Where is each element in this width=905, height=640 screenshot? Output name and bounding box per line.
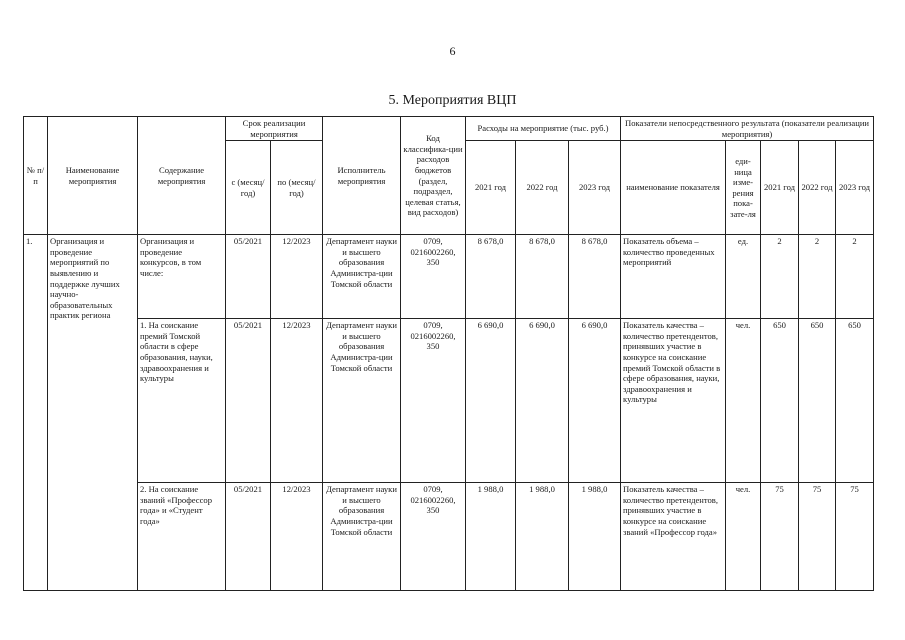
header-period-to: по (месяц/ год)	[271, 141, 323, 235]
cell-ind-2023: 2	[836, 235, 874, 319]
header-ind-2022: 2022 год	[799, 141, 836, 235]
header-period: Срок реализации мероприятия	[226, 117, 323, 141]
cell-indicator: Показатель объема – количество проведенных мероприятий	[621, 235, 726, 319]
cell-executor: Департамент науки и высшего образования Администра-ции Томской области	[323, 235, 401, 319]
cell-exp-2022: 8 678,0	[516, 235, 569, 319]
cell-code: 0709, 0216002260, 350	[401, 319, 466, 483]
cell-from: 05/2021	[226, 483, 271, 591]
cell-content: Организация и проведение конкурсов, в том числе:	[138, 235, 226, 319]
table-row	[24, 319, 874, 483]
header-ind-unit: еди-ница изме-рения пока-зате-ля	[726, 141, 761, 235]
cell-to: 12/2023	[271, 483, 323, 591]
cell-unit: чел.	[726, 319, 761, 483]
cell-name: Организация и проведение мероприятий по выявлению и поддержке лучших научно-образовательных практик региона	[48, 235, 138, 591]
cell-code: 0709, 0216002260, 350	[401, 235, 466, 319]
cell-exp-2023: 6 690,0	[569, 319, 621, 483]
header-indicators: Показатели непосредственного результата (показатели реализации мероприятия)	[621, 117, 874, 141]
activities-table	[23, 116, 874, 591]
header-exp-2021: 2021 год	[466, 141, 516, 235]
cell-exp-2022: 6 690,0	[516, 319, 569, 483]
cell-ind-2023: 75	[836, 483, 874, 591]
header-executor: Исполнитель мероприятия	[323, 117, 401, 235]
header-code: Код классифика-ции расходов бюджетов (раздел, подраздел, целевая статья, вид расходов)	[401, 117, 466, 235]
cell-exp-2023: 1 988,0	[569, 483, 621, 591]
cell-exp-2021: 6 690,0	[466, 319, 516, 483]
cell-exp-2021: 8 678,0	[466, 235, 516, 319]
cell-exp-2021: 1 988,0	[466, 483, 516, 591]
cell-ind-2021: 2	[761, 235, 799, 319]
cell-from: 05/2021	[226, 235, 271, 319]
cell-executor: Департамент науки и высшего образования Администра-ции Томской области	[323, 319, 401, 483]
cell-ind-2022: 2	[799, 235, 836, 319]
header-ind-2021: 2021 год	[761, 141, 799, 235]
header-ind-2023: 2023 год	[836, 141, 874, 235]
section-title: 5. Мероприятия ВЦП	[388, 93, 517, 108]
page-number: 6	[449, 44, 456, 58]
cell-content: 1. На соискание премий Томской области в сфере образования, науки, здравоохранения и культуры	[138, 319, 226, 483]
cell-unit: ед.	[726, 235, 761, 319]
cell-unit: чел.	[726, 483, 761, 591]
table-row	[24, 483, 874, 591]
cell-executor: Департамент науки и высшего образования Администра-ции Томской области	[323, 483, 401, 591]
cell-ind-2021: 75	[761, 483, 799, 591]
header-num: № п/п	[24, 117, 48, 235]
header-ind-name: наименование показателя	[621, 141, 726, 235]
cell-exp-2022: 1 988,0	[516, 483, 569, 591]
header-expenses: Расходы на мероприятие (тыс. руб.)	[466, 117, 621, 141]
cell-ind-2022: 75	[799, 483, 836, 591]
cell-content: 2. На соискание званий «Профессор года» и «Студент года»	[138, 483, 226, 591]
header-exp-2022: 2022 год	[516, 141, 569, 235]
cell-num: 1.	[24, 235, 48, 591]
cell-indicator: Показатель качества – количество претендентов, принявших участие в конкурсе на соискание званий «Профессор года»	[621, 483, 726, 591]
table-row	[24, 235, 874, 319]
header-period-from: с (месяц/ год)	[226, 141, 271, 235]
cell-ind-2022: 650	[799, 319, 836, 483]
cell-ind-2023: 650	[836, 319, 874, 483]
cell-code: 0709, 0216002260, 350	[401, 483, 466, 591]
cell-ind-2021: 650	[761, 319, 799, 483]
header-name: Наименование мероприятия	[48, 117, 138, 235]
cell-to: 12/2023	[271, 235, 323, 319]
cell-exp-2023: 8 678,0	[569, 235, 621, 319]
cell-indicator: Показатель качества – количество претендентов, принявших участие в конкурсе на соискание премий Томской области в сфере образования, науки, здравоохранения и культуры	[621, 319, 726, 483]
cell-to: 12/2023	[271, 319, 323, 483]
header-content: Содержание мероприятия	[138, 117, 226, 235]
header-exp-2023: 2023 год	[569, 141, 621, 235]
cell-from: 05/2021	[226, 319, 271, 483]
